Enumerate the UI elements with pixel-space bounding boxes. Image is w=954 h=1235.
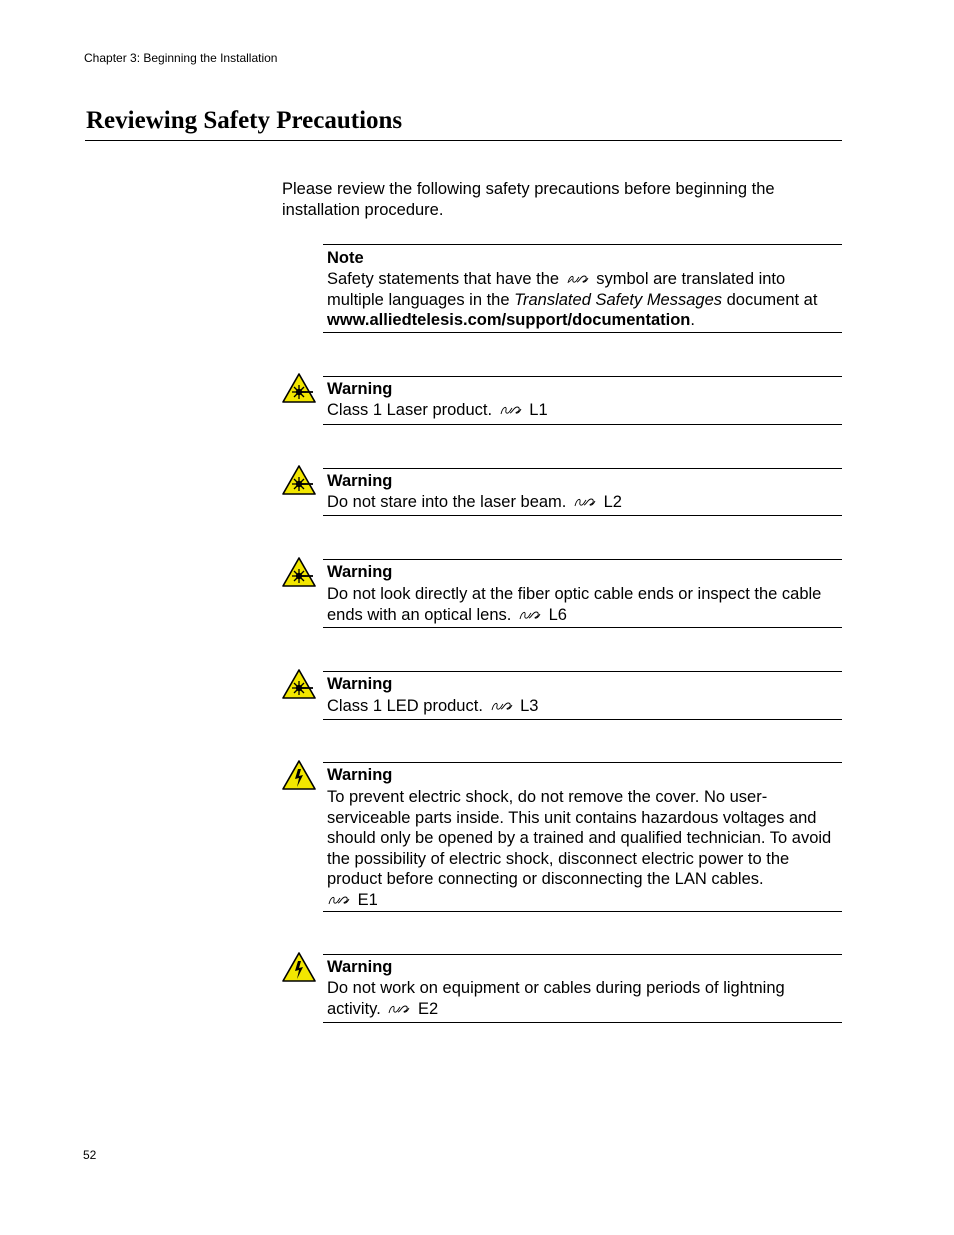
laser-warning-icon bbox=[282, 557, 316, 587]
warning-line: To prevent electric shock, do not remove the cover. No user-serviceable parts inside. This unit contains hazardous voltages and should only be opened by a trained and qualified technician. To avoid the possibility of electric shock, disconnect electric power to the product before connecting or disconnecting the LAN cables. bbox=[327, 788, 832, 888]
warning-line: Do not work on equipment or cables during periods of lightning activity. bbox=[327, 979, 785, 1018]
translation-icon bbox=[499, 404, 523, 416]
chapter-header: Chapter 3: Beginning the Installation bbox=[84, 51, 278, 65]
warning-heading: Warning bbox=[327, 472, 393, 490]
warning-text bbox=[327, 400, 839, 421]
page-number: 52 bbox=[83, 1148, 97, 1162]
note-doc-title: Translated Safety Messages bbox=[514, 290, 723, 309]
warning-line: Class 1 LED product. bbox=[327, 697, 483, 715]
intro-paragraph: Please review the following safety precautions before beginning the installation procedure. bbox=[282, 180, 775, 219]
page-title: Reviewing Safety Precautions bbox=[86, 107, 403, 134]
warning-text bbox=[327, 978, 807, 1019]
electric-shock-warning-icon bbox=[282, 760, 316, 790]
translation-icon bbox=[566, 273, 590, 285]
warning-box bbox=[323, 376, 842, 425]
warning-line: Class 1 Laser product. bbox=[327, 401, 493, 419]
note-box bbox=[323, 244, 842, 333]
note-text bbox=[327, 269, 839, 331]
note-text-2: symbol are translated into multiple languages in the bbox=[327, 270, 786, 309]
warning-text bbox=[327, 787, 837, 910]
warning-heading: Warning bbox=[327, 380, 393, 398]
warning-box bbox=[323, 671, 842, 720]
translation-icon bbox=[518, 609, 542, 621]
warning-heading: Warning bbox=[327, 958, 393, 976]
warning-code: L6 bbox=[548, 605, 567, 624]
warning-line: Do not look directly at the fiber optic cable ends or inspect the cable bbox=[327, 585, 822, 603]
note-end: . bbox=[690, 311, 695, 329]
warning-text bbox=[327, 584, 839, 625]
warning-code: E1 bbox=[357, 890, 378, 909]
note-text-3: document at bbox=[726, 290, 818, 309]
title-rule bbox=[85, 140, 842, 141]
translation-icon bbox=[573, 496, 597, 508]
warning-heading: Warning bbox=[327, 675, 393, 693]
warning-code: L1 bbox=[529, 401, 548, 419]
note-heading: Note bbox=[327, 249, 364, 267]
warning-text bbox=[327, 492, 839, 513]
laser-warning-icon bbox=[282, 373, 316, 403]
warning-heading: Warning bbox=[327, 766, 393, 784]
warning-text bbox=[327, 696, 839, 717]
translation-icon bbox=[490, 700, 514, 712]
warning-box bbox=[323, 468, 842, 516]
laser-warning-icon bbox=[282, 669, 316, 699]
warning-line: ends with an optical lens. bbox=[327, 605, 512, 624]
warning-code: L3 bbox=[520, 697, 539, 715]
warning-code: L2 bbox=[603, 493, 622, 511]
laser-warning-icon bbox=[282, 465, 316, 495]
warning-line: Do not stare into the laser beam. bbox=[327, 493, 567, 511]
note-text-1: Safety statements that have the bbox=[327, 270, 560, 288]
translation-icon bbox=[327, 894, 351, 906]
warning-code: E2 bbox=[417, 999, 439, 1018]
warning-heading: Warning bbox=[327, 563, 393, 581]
warning-box bbox=[323, 954, 842, 1023]
warning-box bbox=[323, 762, 842, 912]
note-url: www.alliedtelesis.com/support/documentation bbox=[327, 311, 691, 329]
warning-box bbox=[323, 559, 842, 628]
electric-shock-warning-icon bbox=[282, 952, 316, 982]
translation-icon bbox=[387, 1003, 411, 1015]
